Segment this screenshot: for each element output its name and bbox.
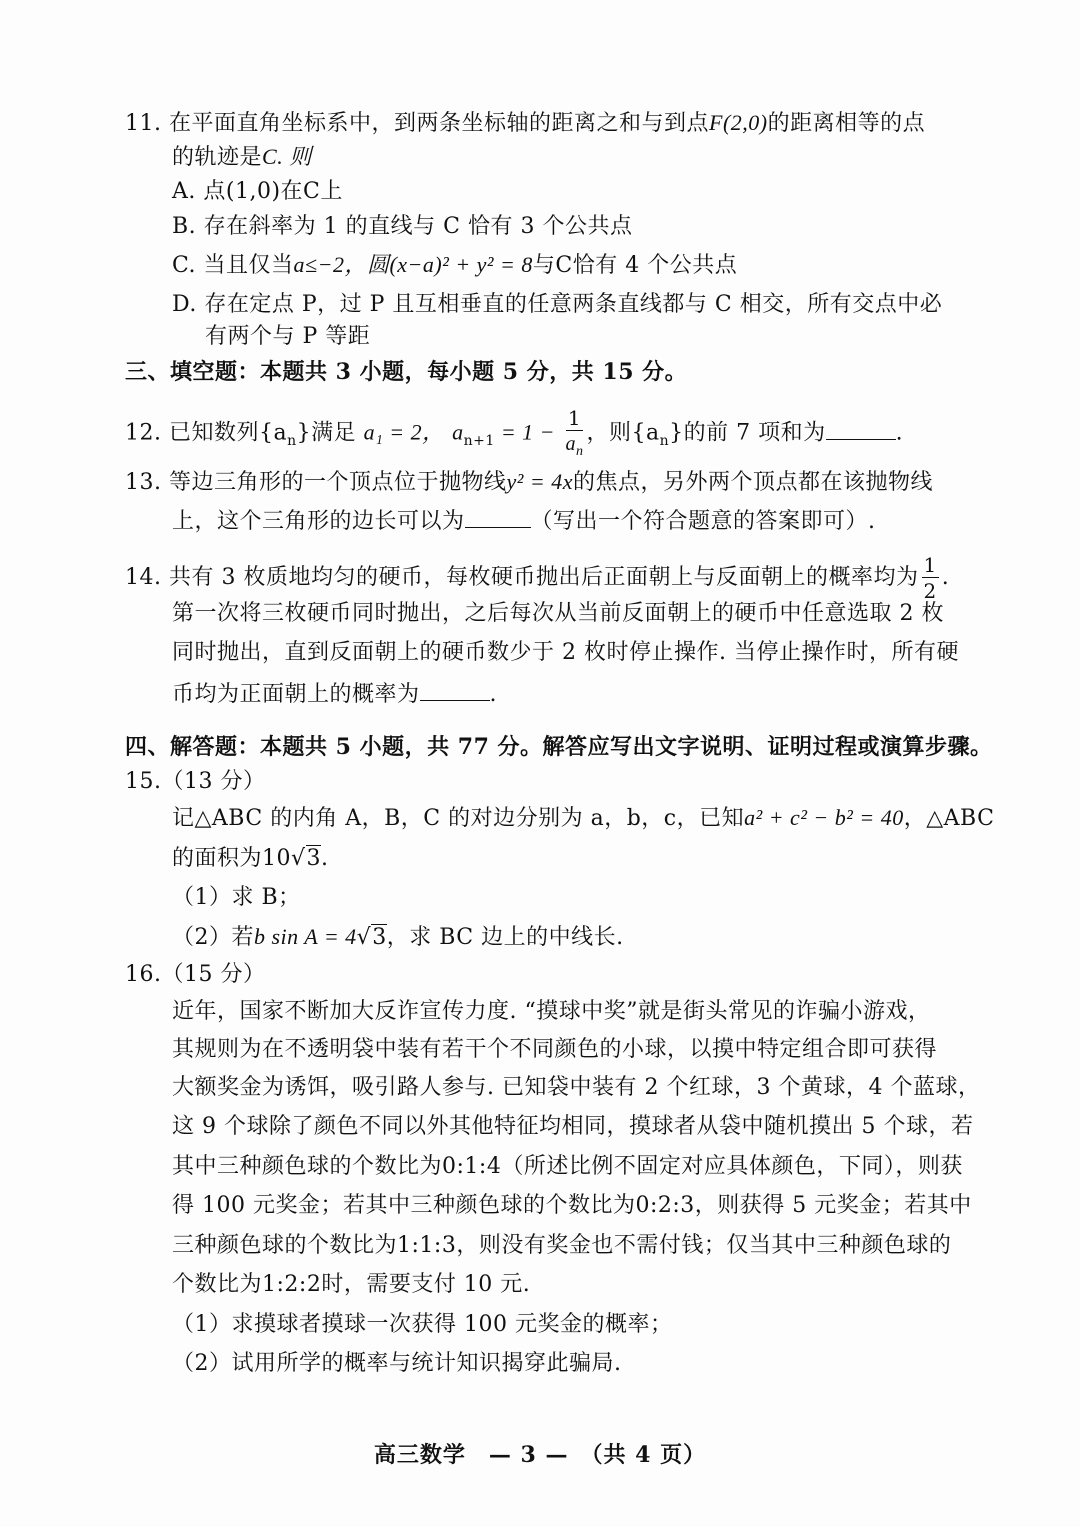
- q11-option-d-1: D. 存在定点 P，过 P 且互相垂直的任意两条直线都与 C 相交，所有交点中必: [172, 292, 943, 317]
- q11-stem-2: 的距离相等的点: [767, 111, 926, 136]
- q12-answer-blank[interactable]: [826, 417, 896, 440]
- q15-sqrt: 3: [306, 846, 322, 871]
- q13-line1-a: 等边三角形的一个顶点位于抛物线: [169, 470, 507, 495]
- q14-line-3: 同时抛出，直到反面朝上的硬币数少于 2 枚时停止操作. 当停止操作时，所有硬: [172, 640, 959, 665]
- q16-part-2: （2）试用所学的概率与统计知识揭穿此骗局.: [172, 1351, 622, 1376]
- q12-number: 12.: [125, 420, 162, 446]
- q16-line-7: 三种颜色球的个数比为1:1:3，则没有奖金也不需付钱；仅当其中三种颜色球的: [172, 1233, 952, 1258]
- q15-line-1: 记△ABC 的内角 A，B，C 的对边分别为 a，b，c，已知a² + c² − b² = 40，△ABC: [172, 805, 995, 831]
- q13-line-1: [125, 467, 933, 498]
- page-footer: 高三数学 — 3 — （共 4 页）: [373, 1442, 707, 1468]
- q11-option-d-2: 有两个与 P 等距: [205, 324, 371, 349]
- q11-stem-line2: 的轨迹是: [172, 145, 263, 170]
- q11-option-c-1: C. 当且仅当: [172, 253, 294, 278]
- q11-option-c-math: a≤−2，圆(x−a)² + y² = 8: [293, 252, 533, 277]
- q16-line-3: 大额奖金为诱饵，吸引路人参与. 已知袋中装有 2 个红球，3 个黄球，4 个蓝球，: [172, 1075, 981, 1100]
- q16-part-1: （1）求摸球者摸球一次获得 100 元奖金的概率；: [172, 1312, 673, 1337]
- q15-part-2: （2）若b sin A = 4√3，求 BC 边上的中线长.: [172, 924, 624, 950]
- q14-answer-blank[interactable]: [420, 678, 490, 701]
- q16-line-1: 近年，国家不断加大反诈宣传力度. “摸球中奖”就是街头常见的诈骗小游戏，: [172, 999, 931, 1024]
- section-4-heading: 四、解答题：本题共 5 小题，共 77 分。解答应写出文字说明、证明过程或演算步骤。: [125, 734, 993, 760]
- q16-line-6: 得 100 元奖金；若其中三种颜色球的个数比为0:2:3，则获得 5 元奖金；若其中: [172, 1193, 972, 1218]
- q11-number: 11.: [125, 111, 162, 136]
- q12-text-2: }满足: [296, 420, 357, 446]
- q12-text-1: 已知数列{a: [169, 420, 288, 446]
- q15-line-2: 的面积为10√3.: [172, 846, 329, 871]
- q12-cond-1: a₁ = 2，: [363, 419, 445, 445]
- q15-condition: a² + c² − b² = 40: [744, 805, 904, 830]
- q11-stem-1: 在平面直角坐标系中，到两条坐标轴的距离之和与到点: [169, 111, 710, 136]
- q14-line-1: 14. 共有 3 枚质地均匀的硬币，每枚硬币抛出后正面朝上与反面朝上的概率均为 $\frac{1}{2}$ .: [125, 553, 950, 603]
- q15-part-1: （1）求 B；: [172, 885, 301, 910]
- q16-line-2: 其规则为在不透明袋中装有若干个不同颜色的小球，以摸中特定组合即可获得: [172, 1037, 938, 1062]
- q14-fraction: $\frac{1}{2}$: [923, 553, 937, 603]
- q11-option-c-2: 与C恰有 4 个公共点: [532, 253, 738, 278]
- q13-parabola: y² = 4x: [506, 469, 573, 494]
- q13-line1-b: 的焦点，另外两个顶点都在该抛物线: [573, 470, 934, 495]
- q13-answer-blank[interactable]: [465, 505, 531, 528]
- q11-point-f: F(2,0): [709, 110, 768, 135]
- q14-line-4: 币均为正面朝上的概率为 .: [172, 678, 497, 710]
- q12-cond-3: = 1 −: [494, 419, 556, 445]
- q16-heading: 16.（15 分）: [125, 962, 266, 987]
- q12-cond-2: a: [452, 419, 464, 445]
- q12-fraction: $\frac{1}{a_n}$: [565, 406, 584, 459]
- q13-line-2: 上，这个三角形的边长可以为 （写出一个符合题意的答案即可）.: [172, 505, 876, 537]
- q11-curve-c: C. 则: [262, 144, 312, 169]
- q12-text-4: }的前 7 项和为: [669, 420, 826, 446]
- q13-number: 13.: [125, 470, 162, 495]
- q16-line-5: 其中三种颜色球的个数比为0:1:4（所述比例不固定对应具体颜色，下同），则获: [172, 1154, 963, 1179]
- q11-option-c: [172, 250, 737, 281]
- q14-number: 14.: [125, 565, 162, 590]
- q14-line-2: 第一次将三枚硬币同时抛出，之后每次从当前反面朝上的硬币中任意选取 2 枚: [172, 601, 944, 626]
- q15-part-2-math: b sin A = 4: [254, 924, 357, 949]
- q11-option-b: B. 存在斜率为 1 的直线与 C 恰有 3 个公共点: [172, 214, 633, 239]
- section-3-heading: 三、填空题：本题共 3 小题，每小题 5 分，共 15 分。: [125, 359, 688, 385]
- q12-line: 12. 已知数列$\{a_n\}$满足 a₁ = 2， $a_{n+1} = 1$ − $\frac{1}{a_n}$ ，则$\{a_n\}$的前 7 项和为 .: [125, 406, 904, 459]
- q11-option-a: A. 点(1,0)在C上: [172, 179, 343, 204]
- q11-line-1: [125, 108, 925, 139]
- q11-line-2: [172, 142, 312, 173]
- q16-line-8: 个数比为1:2:2时，需要支付 10 元.: [172, 1272, 531, 1297]
- q16-line-4: 这 9 个球除了颜色不同以外其他特征均相同，摸球者从袋中随机摸出 5 个球，若: [172, 1114, 974, 1139]
- q12-text-3: ，则{a: [586, 420, 660, 446]
- q15-heading: 15.（13 分）: [125, 769, 266, 794]
